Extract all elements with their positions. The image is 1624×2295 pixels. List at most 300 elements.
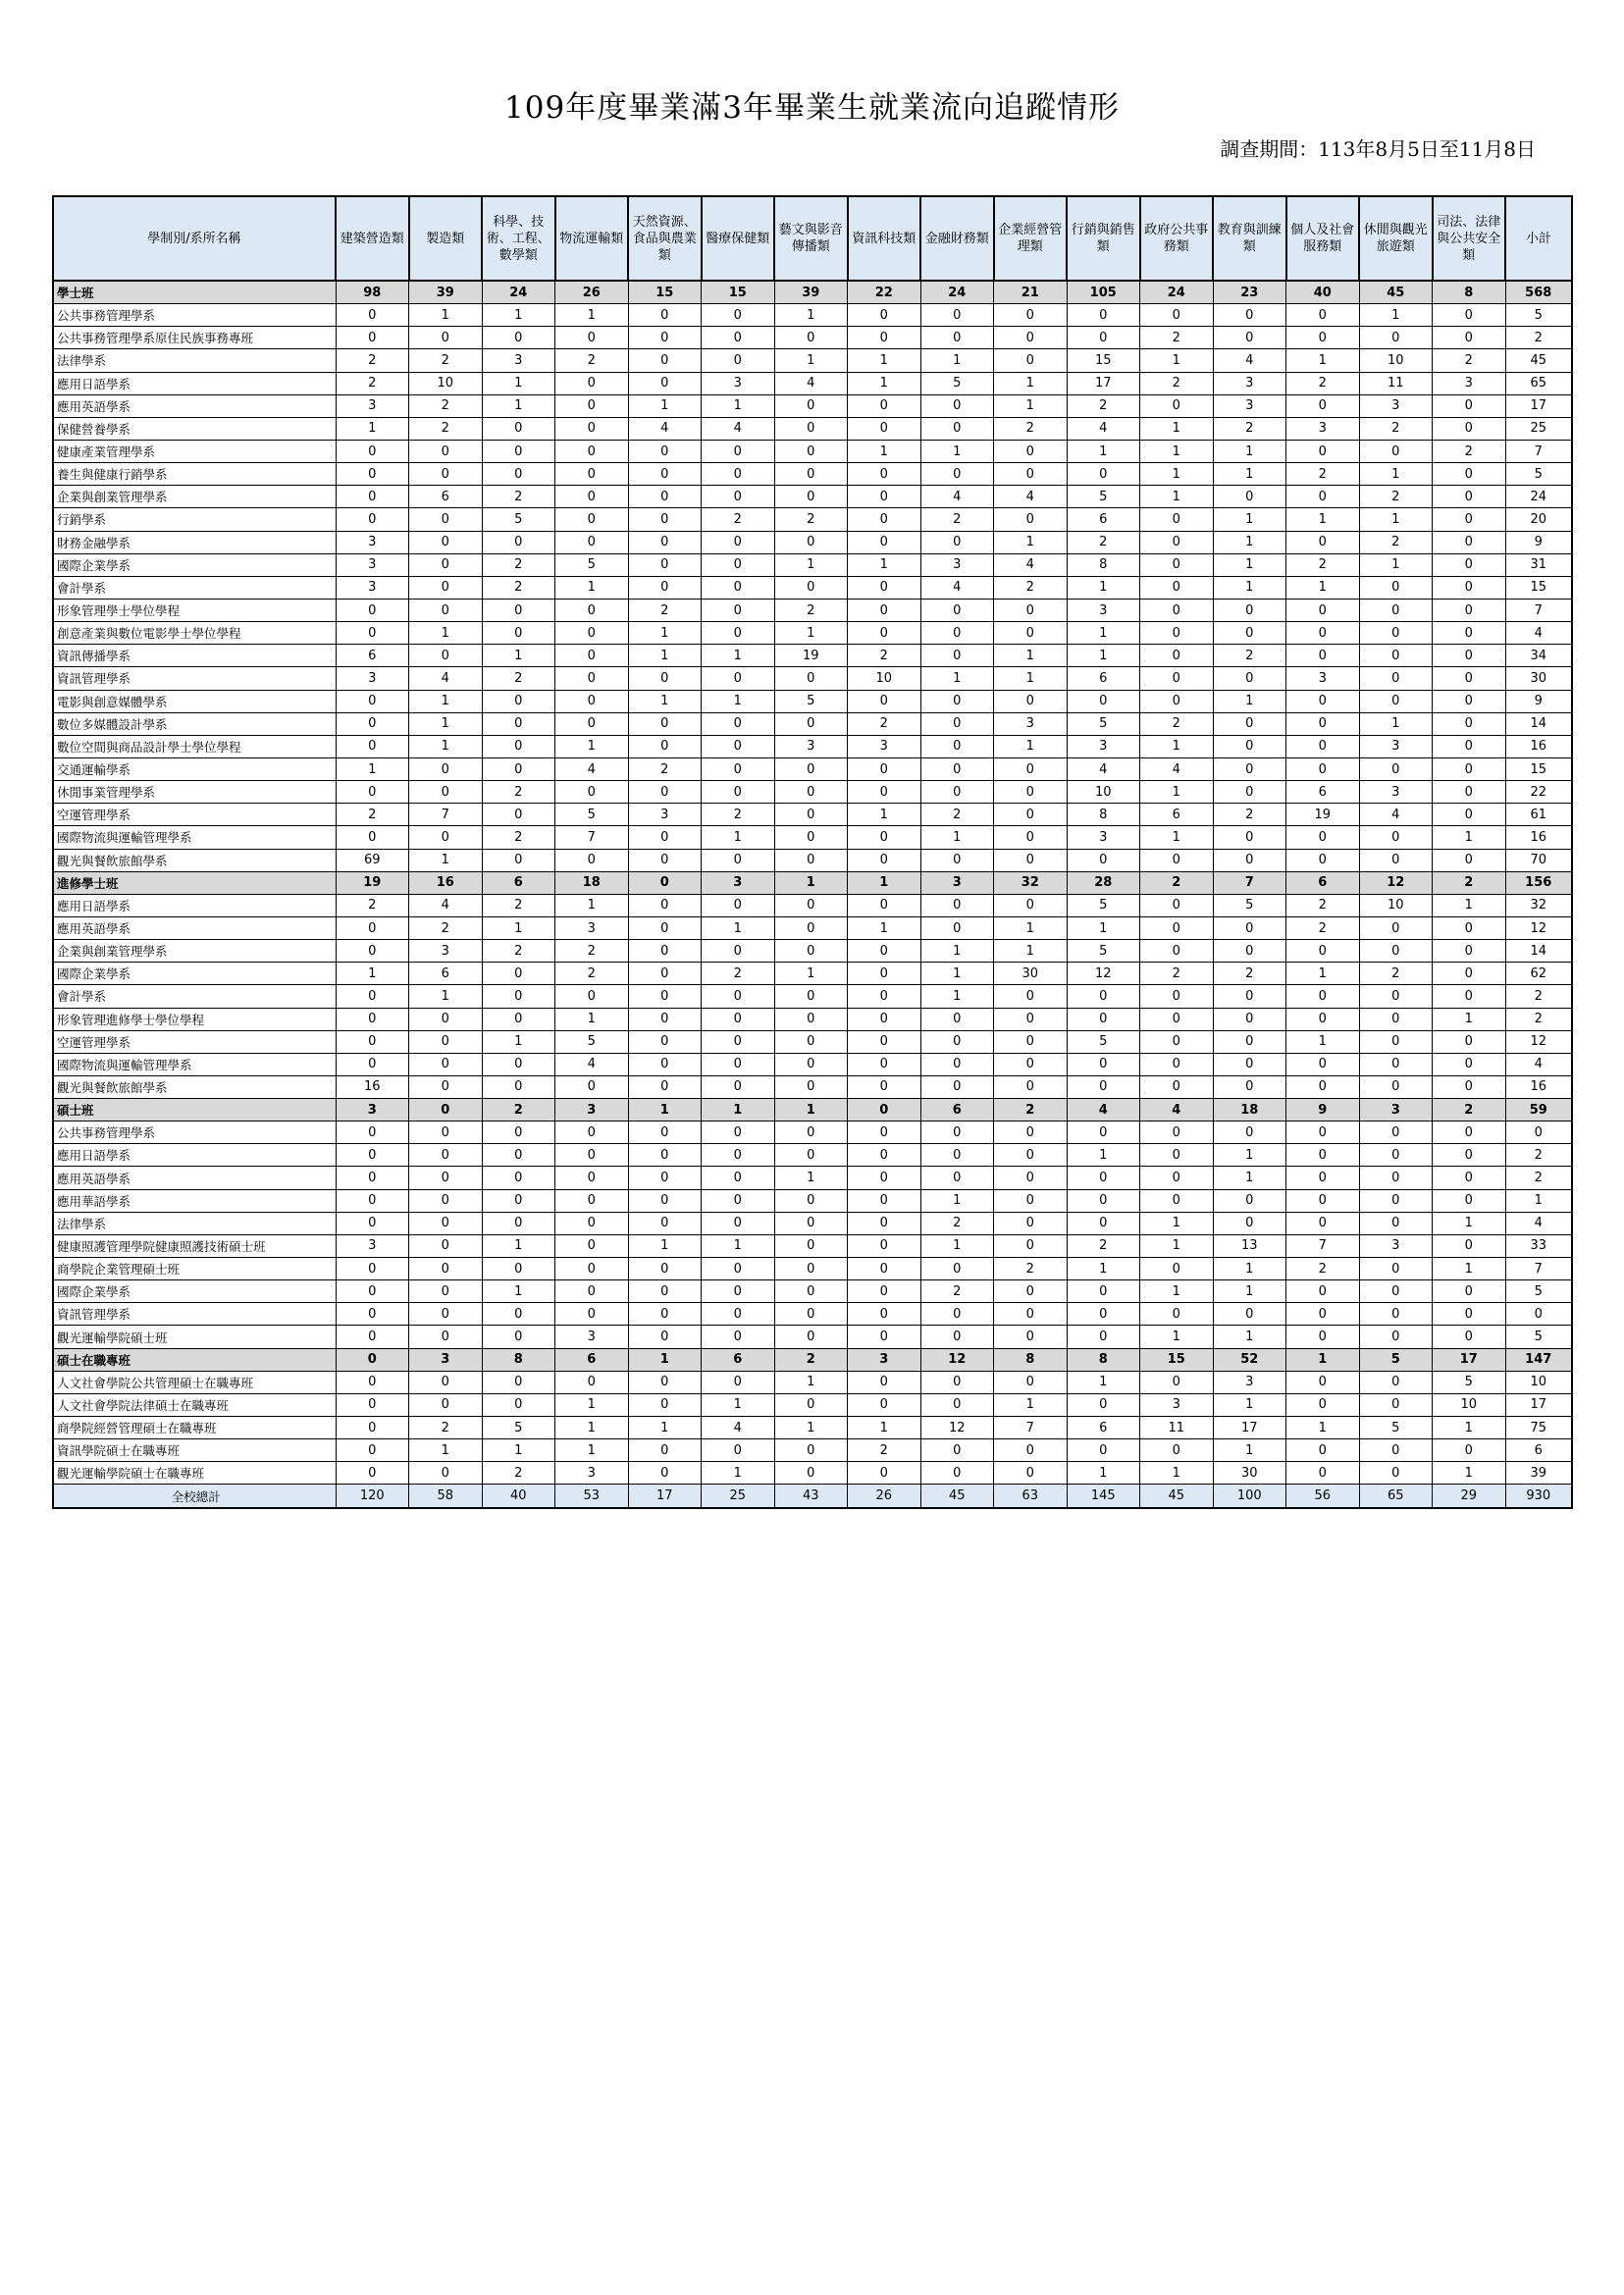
value-cell: 0	[482, 985, 555, 1008]
subtotal-cell: 14	[1505, 712, 1572, 735]
value-cell: 2	[1359, 963, 1433, 985]
value-cell: 5	[482, 508, 555, 531]
value-cell: 21	[994, 281, 1068, 304]
row-label: 形象管理學士學位學程	[53, 599, 336, 621]
value-cell: 0	[920, 1462, 994, 1485]
value-cell: 0	[1359, 622, 1433, 645]
value-cell: 5	[555, 1030, 629, 1053]
value-cell: 1	[774, 622, 848, 645]
value-cell: 0	[482, 1189, 555, 1212]
value-cell: 0	[774, 327, 848, 349]
row-label: 國際企業學系	[53, 1280, 336, 1303]
value-cell: 0	[1140, 1303, 1214, 1326]
value-cell: 0	[336, 1189, 409, 1212]
subtotal-cell: 4	[1505, 622, 1572, 645]
value-cell: 6	[1286, 781, 1360, 804]
value-cell: 0	[994, 985, 1068, 1008]
value-cell: 2	[1433, 871, 1506, 894]
subtotal-cell: 930	[1505, 1485, 1572, 1508]
value-cell: 0	[1433, 849, 1506, 871]
subtotal-cell: 2	[1505, 327, 1572, 349]
value-cell: 0	[920, 463, 994, 486]
value-cell: 0	[994, 327, 1068, 349]
value-cell: 0	[628, 1326, 702, 1348]
value-cell: 0	[1433, 576, 1506, 599]
row-label: 休閒事業管理學系	[53, 781, 336, 804]
value-cell: 0	[920, 1075, 994, 1098]
value-cell: 0	[1213, 1212, 1286, 1234]
table-row	[53, 804, 1572, 826]
row-label: 碩士班	[53, 1099, 336, 1121]
value-cell: 8	[1067, 804, 1140, 826]
value-cell: 3	[1213, 372, 1286, 394]
value-cell: 0	[628, 1303, 702, 1326]
row-label: 數位空間與商品設計學士學位學程	[53, 735, 336, 757]
row-label: 應用英語學系	[53, 916, 336, 939]
value-cell: 2	[848, 1439, 921, 1462]
row-label: 公共事務管理學系	[53, 304, 336, 327]
value-cell: 8	[1067, 1348, 1140, 1371]
value-cell: 0	[628, 1212, 702, 1234]
value-cell: 0	[1140, 1075, 1214, 1098]
value-cell: 1	[482, 916, 555, 939]
value-cell: 0	[1286, 531, 1360, 553]
value-cell: 0	[409, 1167, 483, 1189]
value-cell: 0	[1286, 1303, 1360, 1326]
value-cell: 1	[1359, 712, 1433, 735]
value-cell: 0	[1286, 1439, 1360, 1462]
value-cell: 0	[409, 645, 483, 667]
value-cell: 3	[1359, 781, 1433, 804]
value-cell: 0	[555, 712, 629, 735]
value-cell: 0	[1067, 1212, 1140, 1234]
value-cell: 0	[336, 1371, 409, 1393]
value-cell: 1	[848, 372, 921, 394]
value-cell: 0	[482, 735, 555, 757]
value-cell: 0	[702, 1280, 775, 1303]
row-label: 行銷學系	[53, 508, 336, 531]
value-cell: 19	[336, 871, 409, 894]
value-cell: 0	[482, 1144, 555, 1167]
value-cell: 0	[1286, 304, 1360, 327]
value-cell: 0	[702, 440, 775, 462]
subtotal-cell: 147	[1505, 1348, 1572, 1371]
value-cell: 0	[1359, 576, 1433, 599]
value-cell: 1	[1433, 1258, 1506, 1280]
row-label: 國際物流與運輸管理學系	[53, 826, 336, 849]
value-cell: 0	[702, 486, 775, 508]
row-label: 進修學士班	[53, 871, 336, 894]
value-cell: 0	[628, 826, 702, 849]
value-cell: 0	[1359, 916, 1433, 939]
value-cell: 1	[555, 576, 629, 599]
value-cell: 0	[409, 1099, 483, 1121]
value-cell: 0	[1359, 1008, 1433, 1030]
value-cell: 0	[1433, 1167, 1506, 1189]
row-label: 學士班	[53, 281, 336, 304]
value-cell: 0	[848, 940, 921, 963]
value-cell: 0	[774, 1439, 848, 1462]
value-cell: 0	[702, 463, 775, 486]
value-cell: 0	[920, 781, 994, 804]
value-cell: 4	[702, 1417, 775, 1439]
value-cell: 1	[1286, 963, 1360, 985]
value-cell: 1	[1213, 1280, 1286, 1303]
value-cell: 0	[555, 645, 629, 667]
value-cell: 1	[1067, 645, 1140, 667]
value-cell: 0	[336, 940, 409, 963]
value-cell: 1	[336, 963, 409, 985]
value-cell: 3	[920, 871, 994, 894]
table-row	[53, 1212, 1572, 1234]
value-cell: 0	[628, 1439, 702, 1462]
value-cell: 0	[555, 599, 629, 621]
value-cell: 0	[1213, 304, 1286, 327]
value-cell: 0	[848, 1326, 921, 1348]
value-cell: 0	[994, 1144, 1068, 1167]
value-cell: 0	[1140, 1439, 1214, 1462]
row-label: 健康照護管理學院健康照護技術碩士班	[53, 1234, 336, 1257]
value-cell: 1	[1213, 1144, 1286, 1167]
value-cell: 0	[774, 712, 848, 735]
value-cell: 0	[848, 1371, 921, 1393]
value-cell: 2	[1140, 327, 1214, 349]
value-cell: 1	[702, 1393, 775, 1416]
column-header: 資訊科技類	[848, 196, 921, 281]
value-cell: 0	[409, 463, 483, 486]
value-cell: 17	[1433, 1348, 1506, 1371]
value-cell: 3	[628, 804, 702, 826]
value-cell: 0	[702, 894, 775, 916]
value-cell: 1	[1286, 1417, 1360, 1439]
table-row	[53, 1053, 1572, 1075]
value-cell: 1	[628, 1099, 702, 1121]
value-cell: 17	[1213, 1417, 1286, 1439]
value-cell: 0	[1140, 645, 1214, 667]
value-cell: 2	[994, 1258, 1068, 1280]
value-cell: 6	[409, 486, 483, 508]
table-row	[53, 985, 1572, 1008]
value-cell: 0	[1286, 1371, 1360, 1393]
table-row	[53, 1234, 1572, 1257]
value-cell: 0	[1140, 1008, 1214, 1030]
value-cell: 0	[774, 940, 848, 963]
table-row	[53, 440, 1572, 462]
value-cell: 6	[482, 871, 555, 894]
value-cell: 0	[1433, 1439, 1506, 1462]
value-cell: 40	[1286, 281, 1360, 304]
value-cell: 7	[1213, 871, 1286, 894]
value-cell: 0	[336, 735, 409, 757]
value-cell: 0	[1286, 826, 1360, 849]
value-cell: 1	[1213, 1326, 1286, 1348]
value-cell: 0	[994, 1326, 1068, 1348]
value-cell: 0	[1286, 849, 1360, 871]
value-cell: 0	[1140, 553, 1214, 576]
value-cell: 3	[555, 1099, 629, 1121]
value-cell: 3	[1067, 735, 1140, 757]
value-cell: 0	[994, 804, 1068, 826]
value-cell: 1	[409, 985, 483, 1008]
value-cell: 0	[702, 1053, 775, 1075]
value-cell: 6	[1067, 667, 1140, 690]
value-cell: 0	[482, 804, 555, 826]
value-cell: 11	[1140, 1417, 1214, 1439]
value-cell: 0	[774, 1258, 848, 1280]
value-cell: 1	[702, 826, 775, 849]
column-header: 行銷與銷售類	[1067, 196, 1140, 281]
value-cell: 0	[409, 1030, 483, 1053]
value-cell: 0	[774, 463, 848, 486]
value-cell: 0	[482, 1053, 555, 1075]
value-cell: 0	[1213, 622, 1286, 645]
value-cell: 6	[336, 645, 409, 667]
value-cell: 0	[336, 826, 409, 849]
value-cell: 0	[774, 1280, 848, 1303]
value-cell: 1	[1433, 894, 1506, 916]
value-cell: 1	[994, 735, 1068, 757]
value-cell: 0	[848, 1053, 921, 1075]
value-cell: 17	[1067, 372, 1140, 394]
value-cell: 0	[920, 1121, 994, 1144]
value-cell: 0	[1286, 1462, 1360, 1485]
table-row	[53, 645, 1572, 667]
value-cell: 0	[1067, 1326, 1140, 1348]
value-cell: 0	[1286, 1212, 1360, 1234]
value-cell: 1	[774, 1417, 848, 1439]
value-cell: 0	[1140, 531, 1214, 553]
value-cell: 0	[920, 1167, 994, 1189]
table-row	[53, 690, 1572, 712]
table-row	[53, 1439, 1572, 1462]
value-cell: 1	[1213, 576, 1286, 599]
row-label: 全校總計	[53, 1485, 336, 1508]
row-label: 人文社會學院公共管理碩士在職專班	[53, 1371, 336, 1393]
subtotal-cell: 156	[1505, 871, 1572, 894]
subtotal-cell: 30	[1505, 667, 1572, 690]
value-cell: 2	[774, 508, 848, 531]
value-cell: 0	[920, 1326, 994, 1348]
value-cell: 0	[1213, 712, 1286, 735]
value-cell: 1	[920, 826, 994, 849]
value-cell: 0	[774, 1212, 848, 1234]
value-cell: 0	[1213, 826, 1286, 849]
subtotal-cell: 7	[1505, 1258, 1572, 1280]
value-cell: 2	[1286, 553, 1360, 576]
value-cell: 0	[1433, 622, 1506, 645]
value-cell: 1	[1067, 1462, 1140, 1485]
value-cell: 0	[628, 849, 702, 871]
value-cell: 3	[555, 1462, 629, 1485]
value-cell: 0	[848, 394, 921, 417]
value-cell: 0	[628, 1393, 702, 1416]
value-cell: 0	[1213, 1303, 1286, 1326]
table-row	[53, 826, 1572, 849]
row-label: 養生與健康行銷學系	[53, 463, 336, 486]
value-cell: 1	[482, 1439, 555, 1462]
row-label: 應用華語學系	[53, 1189, 336, 1212]
value-cell: 0	[702, 1189, 775, 1212]
value-cell: 32	[994, 871, 1068, 894]
value-cell: 0	[409, 327, 483, 349]
value-cell: 0	[482, 531, 555, 553]
value-cell: 0	[336, 985, 409, 1008]
value-cell: 8	[994, 1348, 1068, 1371]
value-cell: 0	[1433, 712, 1506, 735]
value-cell: 4	[555, 1053, 629, 1075]
subtotal-cell: 20	[1505, 508, 1572, 531]
subtotal-cell: 5	[1505, 1280, 1572, 1303]
value-cell: 3	[1359, 394, 1433, 417]
value-cell: 3	[1359, 1234, 1433, 1257]
value-cell: 0	[409, 553, 483, 576]
value-cell: 0	[1433, 781, 1506, 804]
value-cell: 0	[336, 1167, 409, 1189]
value-cell: 0	[555, 1258, 629, 1280]
value-cell: 0	[336, 1417, 409, 1439]
value-cell: 1	[409, 304, 483, 327]
value-cell: 0	[409, 1075, 483, 1098]
value-cell: 0	[1433, 667, 1506, 690]
value-cell: 0	[1433, 804, 1506, 826]
value-cell: 6	[702, 1348, 775, 1371]
value-cell: 0	[1067, 1393, 1140, 1416]
value-cell: 1	[1140, 781, 1214, 804]
table-row	[53, 599, 1572, 621]
subtotal-cell: 15	[1505, 576, 1572, 599]
value-cell: 0	[848, 486, 921, 508]
value-cell: 1	[994, 645, 1068, 667]
value-cell: 0	[702, 735, 775, 757]
row-label: 應用日語學系	[53, 372, 336, 394]
value-cell: 0	[1067, 304, 1140, 327]
value-cell: 2	[848, 712, 921, 735]
value-cell: 0	[482, 1121, 555, 1144]
value-cell: 0	[702, 531, 775, 553]
value-cell: 0	[774, 1234, 848, 1257]
table-row	[53, 553, 1572, 576]
value-cell: 2	[1433, 440, 1506, 462]
value-cell: 2	[1286, 916, 1360, 939]
value-cell: 0	[702, 553, 775, 576]
value-cell: 0	[1286, 1393, 1360, 1416]
value-cell: 1	[774, 349, 848, 372]
value-cell: 3	[336, 394, 409, 417]
value-cell: 0	[702, 940, 775, 963]
value-cell: 0	[1359, 1121, 1433, 1144]
value-cell: 0	[482, 1258, 555, 1280]
value-cell: 1	[628, 394, 702, 417]
value-cell: 0	[1286, 985, 1360, 1008]
row-label: 財務金融學系	[53, 531, 336, 553]
table-row	[53, 576, 1572, 599]
value-cell: 0	[628, 712, 702, 735]
table-row	[53, 1393, 1572, 1416]
value-cell: 4	[628, 417, 702, 440]
value-cell: 0	[336, 1393, 409, 1416]
value-cell: 0	[774, 985, 848, 1008]
value-cell: 1	[628, 622, 702, 645]
value-cell: 4	[702, 417, 775, 440]
subtotal-cell: 16	[1505, 826, 1572, 849]
value-cell: 0	[1286, 327, 1360, 349]
value-cell: 0	[848, 781, 921, 804]
value-cell: 1	[1286, 576, 1360, 599]
row-label: 碩士在職專班	[53, 1348, 336, 1371]
value-cell: 0	[702, 1371, 775, 1393]
value-cell: 5	[920, 372, 994, 394]
subtotal-cell: 16	[1505, 1075, 1572, 1098]
value-cell: 6	[1286, 871, 1360, 894]
value-cell: 0	[555, 440, 629, 462]
value-cell: 0	[1213, 1030, 1286, 1053]
value-cell: 1	[1140, 1462, 1214, 1485]
value-cell: 0	[1359, 440, 1433, 462]
value-cell: 1	[994, 372, 1068, 394]
row-label: 觀光與餐飲旅館學系	[53, 1075, 336, 1098]
value-cell: 0	[555, 985, 629, 1008]
table-row	[53, 372, 1572, 394]
value-cell: 0	[994, 1234, 1068, 1257]
value-cell: 0	[336, 327, 409, 349]
subtotal-cell: 34	[1505, 645, 1572, 667]
value-cell: 0	[1286, 599, 1360, 621]
value-cell: 1	[1433, 1212, 1506, 1234]
value-cell: 6	[555, 1348, 629, 1371]
value-cell: 1	[1067, 916, 1140, 939]
value-cell: 29	[1433, 1485, 1506, 1508]
subtotal-cell: 22	[1505, 781, 1572, 804]
value-cell: 24	[920, 281, 994, 304]
column-header: 教育與訓練類	[1213, 196, 1286, 281]
value-cell: 0	[482, 1167, 555, 1189]
value-cell: 0	[409, 1258, 483, 1280]
value-cell: 0	[848, 985, 921, 1008]
value-cell: 1	[1213, 440, 1286, 462]
value-cell: 0	[1067, 1075, 1140, 1098]
value-cell: 0	[1433, 1280, 1506, 1303]
column-header: 個人及社會服務類	[1286, 196, 1360, 281]
value-cell: 0	[336, 1212, 409, 1234]
row-label: 創意產業與數位電影學士學位學程	[53, 622, 336, 645]
value-cell: 0	[920, 304, 994, 327]
value-cell: 15	[1140, 1348, 1214, 1371]
value-cell: 15	[702, 281, 775, 304]
value-cell: 5	[1067, 940, 1140, 963]
value-cell: 0	[1140, 1371, 1214, 1393]
value-cell: 0	[920, 849, 994, 871]
table-row	[53, 1167, 1572, 1189]
value-cell: 65	[1359, 1485, 1433, 1508]
row-label: 企業與創業管理學系	[53, 486, 336, 508]
value-cell: 1	[848, 553, 921, 576]
value-cell: 3	[1140, 1393, 1214, 1416]
value-cell: 0	[409, 1212, 483, 1234]
column-header: 政府公共事務類	[1140, 196, 1214, 281]
value-cell: 1	[555, 304, 629, 327]
value-cell: 0	[994, 849, 1068, 871]
table-row	[53, 508, 1572, 531]
value-cell: 0	[1140, 508, 1214, 531]
table-row	[53, 1144, 1572, 1167]
value-cell: 2	[1140, 871, 1214, 894]
value-cell: 0	[1286, 394, 1360, 417]
value-cell: 1	[628, 1417, 702, 1439]
value-cell: 2	[1359, 531, 1433, 553]
value-cell: 0	[628, 1008, 702, 1030]
value-cell: 0	[1359, 667, 1433, 690]
value-cell: 0	[1359, 1280, 1433, 1303]
